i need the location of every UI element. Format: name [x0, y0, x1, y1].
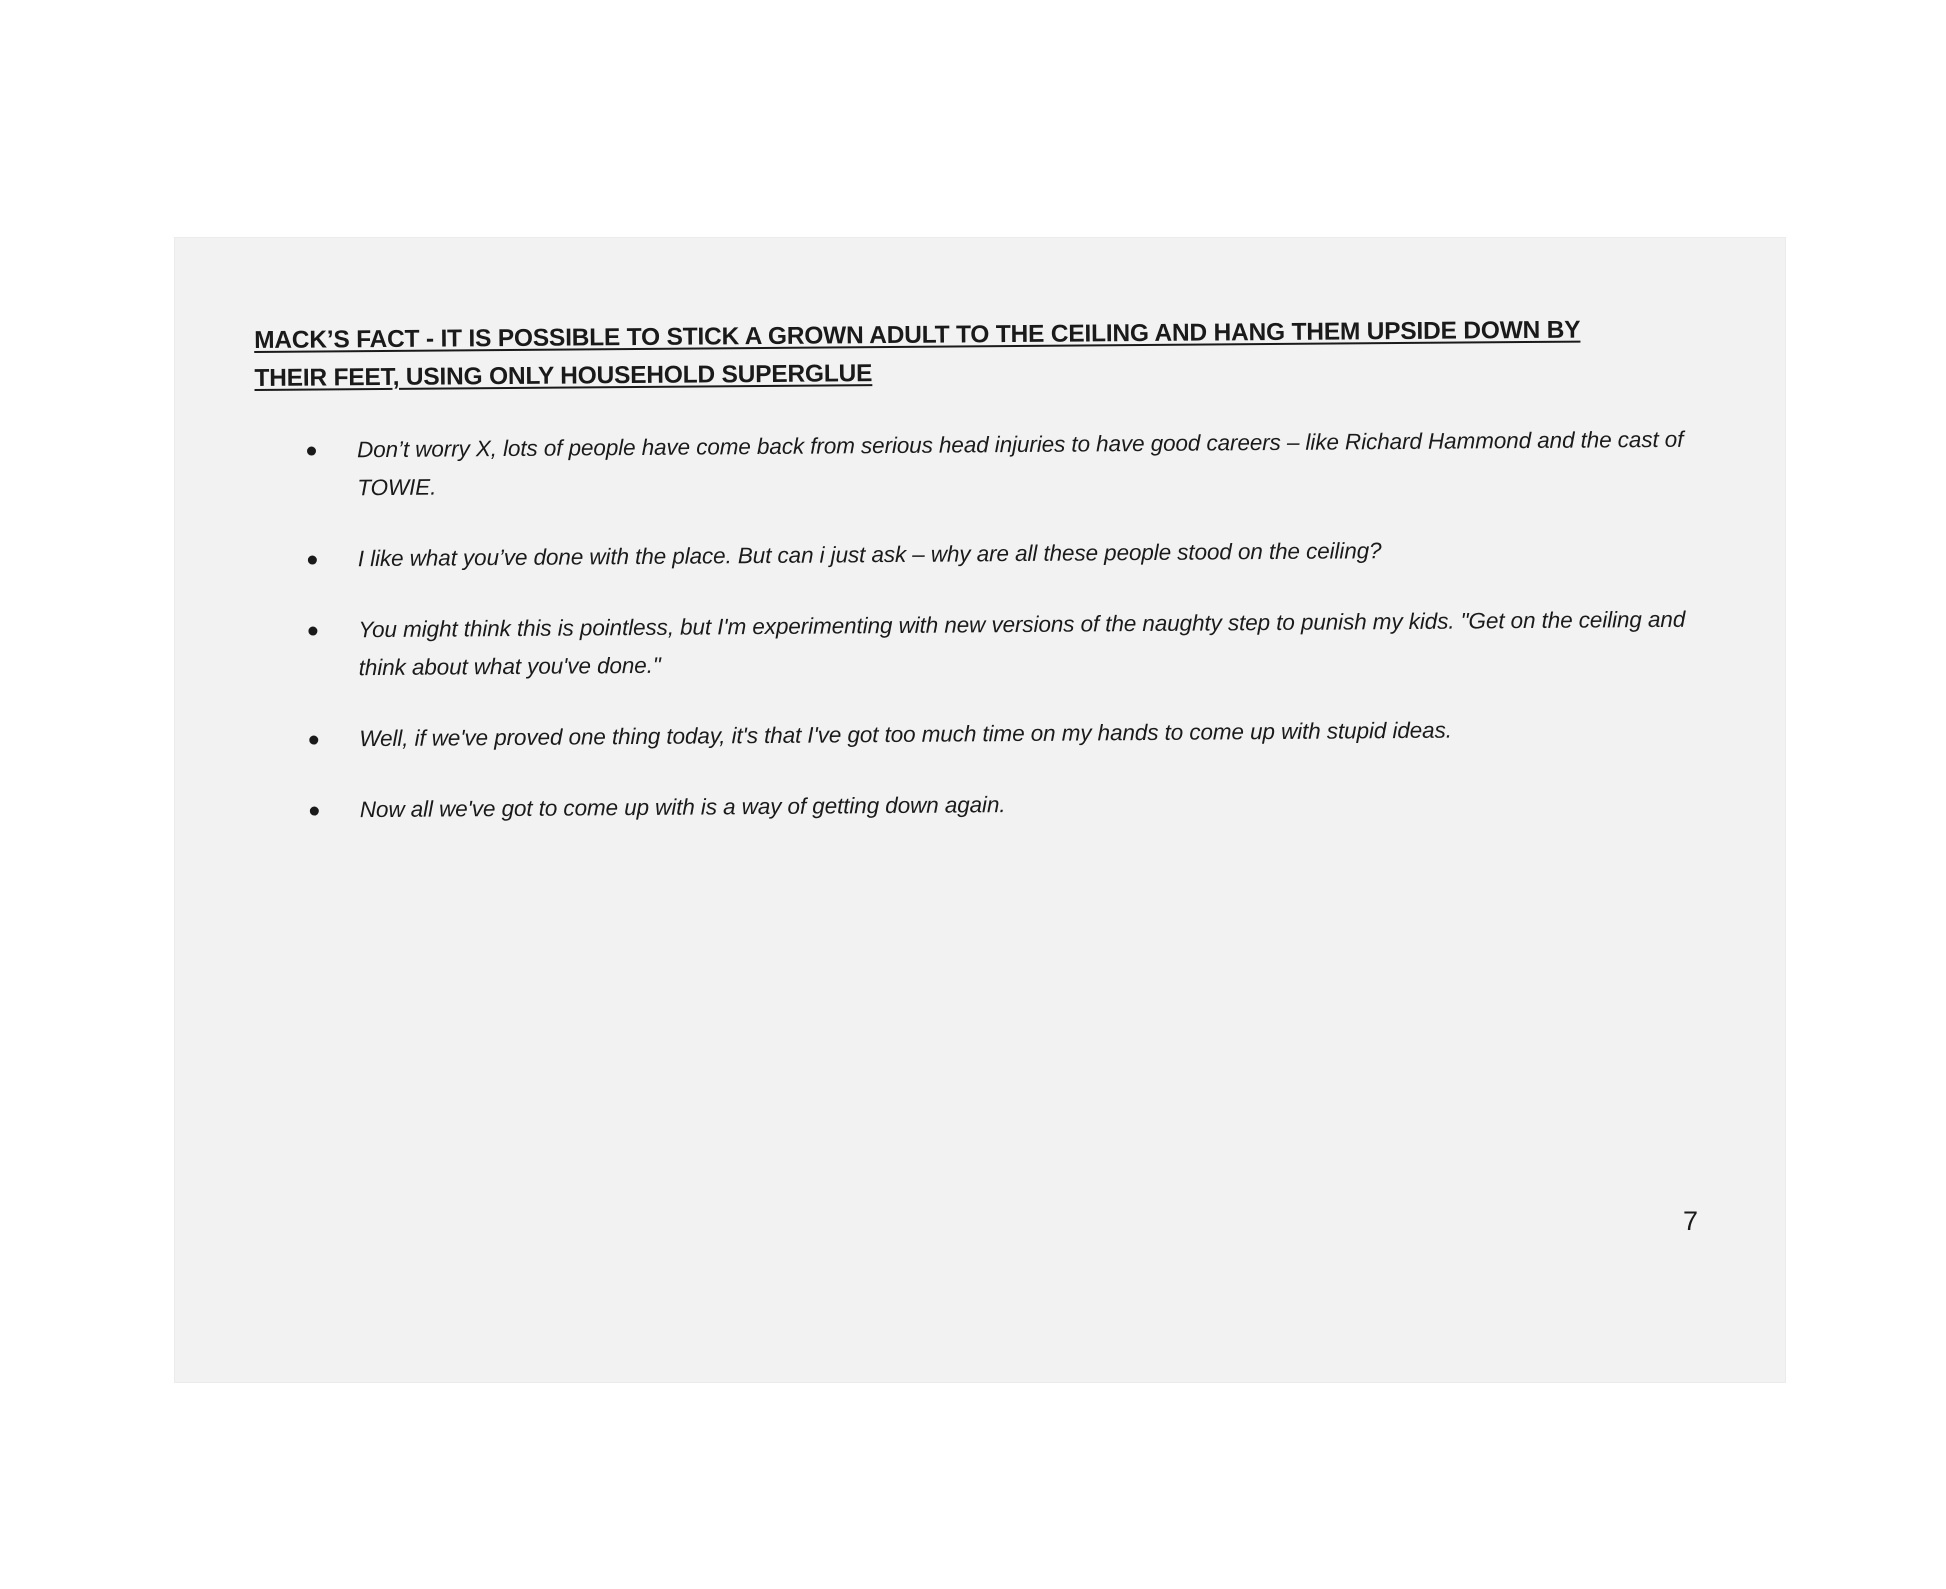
bullet-icon — [308, 556, 317, 565]
list-item — [257, 710, 1689, 759]
bullet-icon — [307, 447, 316, 456]
bullet-icon — [308, 627, 317, 636]
list-item — [256, 601, 1689, 688]
list-item — [256, 530, 1688, 579]
bullet-text: I like what you’ve done with the place. But can i just ask – why are all these people stood on the ceiling? — [357, 538, 1382, 572]
list-item — [255, 421, 1688, 508]
bullet-text: Don’t worry X, lots of people have come back from serious head injuries to have good careers – like Richard Hammond and the cast of TOWIE. — [356, 426, 1684, 501]
bullet-text: Well, if we've proved one thing today, it's that I've got too much time on my hands to come up with stupid ideas. — [359, 717, 1452, 752]
list-item — [258, 781, 1690, 830]
page-number: 7 — [1683, 1206, 1699, 1236]
bullet-icon — [309, 736, 318, 745]
fact-heading: MACK’S FACT - IT IS POSSIBLE TO STICK A GROWN ADULT TO THE CEILING AND HANG THEM UPSIDE DOWN BY THEIR FEET, USING ONLY HOUSEHOLD SUPERGLUE — [254, 316, 1581, 392]
page-content — [254, 311, 1698, 863]
bullet-list — [255, 421, 1698, 830]
bullet-text: Now all we've got to come up with is a way of getting down again. — [359, 792, 1006, 823]
bullet-text: You might think this is pointless, but I'm experimenting with new versions of the naughty step to punish my kids. "Get on the ceiling and think about what you've done." — [358, 606, 1686, 681]
bullet-icon — [310, 807, 319, 816]
